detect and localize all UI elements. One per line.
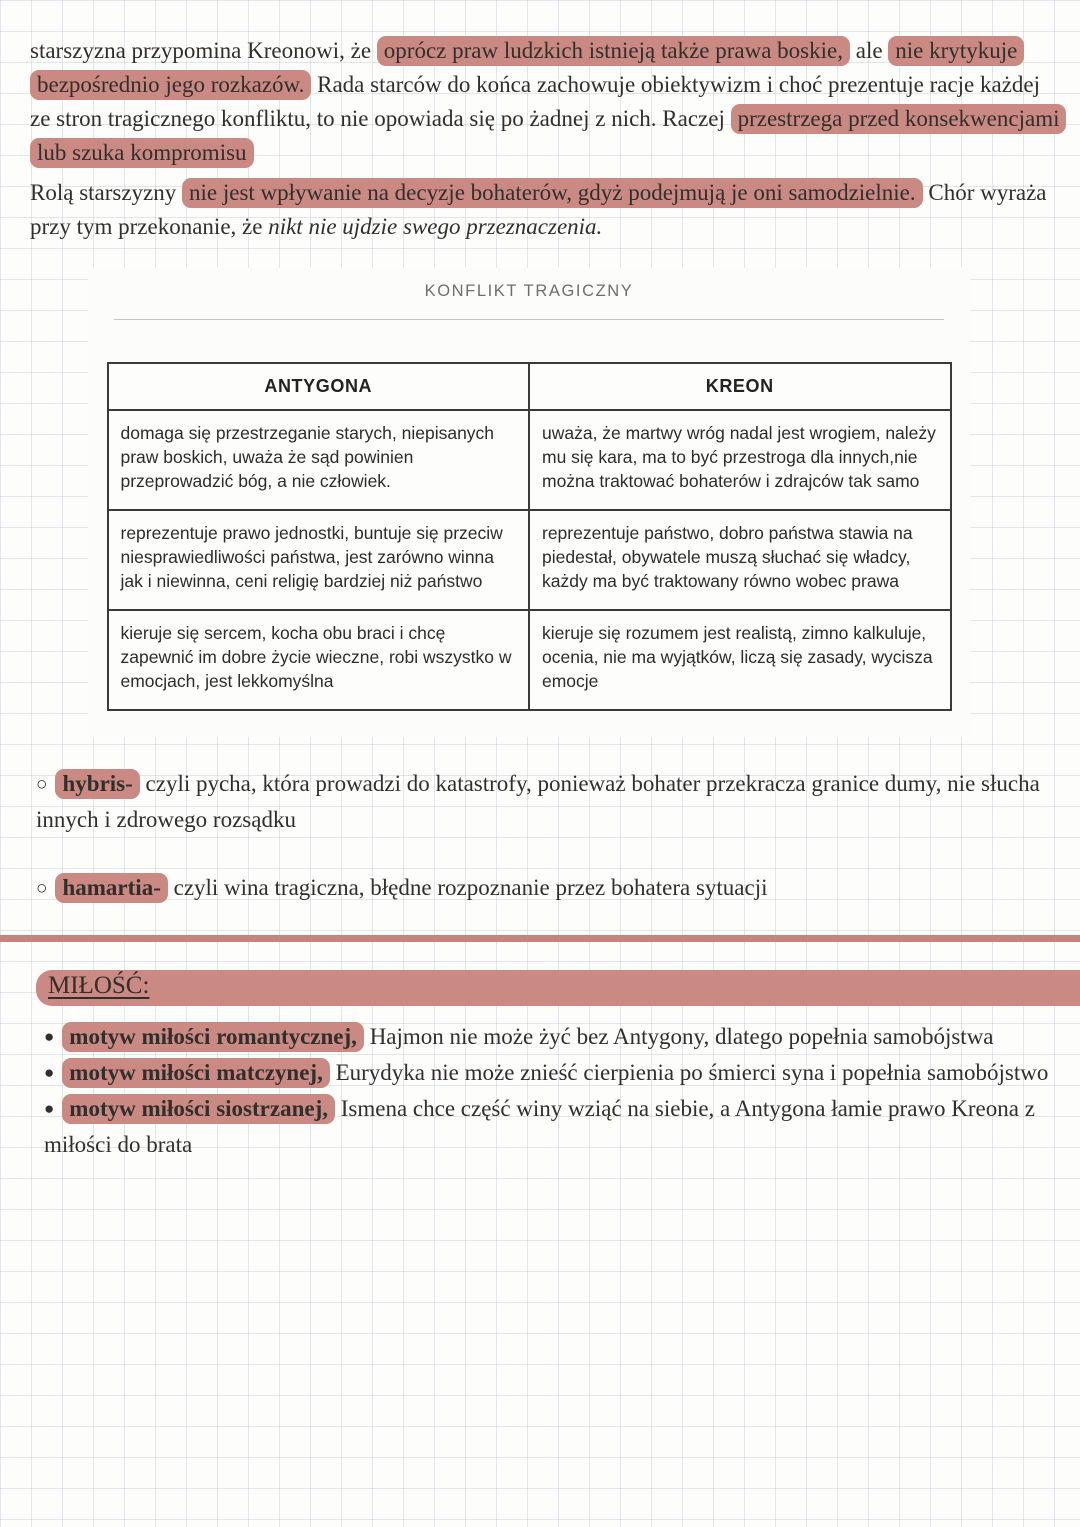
list-item-hamartia <box>36 871 1056 907</box>
plain-text: starszyzna przypomina Kreonowi, że <box>30 38 377 63</box>
love-motifs-list <box>0 1020 1080 1162</box>
open-circle-bullet-icon: ○ <box>36 774 48 795</box>
list-item-romantic-love <box>44 1020 1054 1056</box>
plain-text: Rada starców do końca zachowuje obiektywizm i choć prezentuje racje każdej ze stron tragicznego konfliktu, to nie opowiada się po żadnej z nich. Raczej <box>30 72 1041 131</box>
paragraph-chorus-belief <box>30 176 1060 244</box>
italic-quote: nikt nie ujdzie swego przeznaczenia. <box>268 214 603 239</box>
highlighted-text: oprócz praw ludzkich istnieją także prawa boskie, <box>377 36 850 66</box>
highlighted-term: motyw miłości siostrzanej, <box>62 1094 335 1124</box>
paragraph-chorus-role <box>30 34 1060 170</box>
table-cell: uważa, że martwy wróg nadal jest wrogiem, należy mu się kara, ma to być przestroga dla innych,nie można traktować bohaterów i zdrajców tak samo <box>529 410 951 510</box>
list-item-hybris <box>36 767 1056 837</box>
list-item-sisterly-love <box>44 1092 1054 1162</box>
title-rule <box>114 319 944 320</box>
filled-circle-bullet-icon: ● <box>44 1063 55 1082</box>
motif-description: Ismena chce część winy wziąć na siebie, a Antygona łamie prawo Kreona z miłości do brata <box>44 1096 1035 1157</box>
highlighted-text: przestrzega przed konsekwencjami lub szuka kompromisu <box>30 104 1066 168</box>
highlighted-text: nie jest wpływanie na decyzje bohaterów, gdyż podejmują je oni samodzielnie. <box>182 178 923 208</box>
table-row <box>108 410 951 510</box>
conflict-panel <box>88 268 970 737</box>
filled-circle-bullet-icon: ● <box>44 1099 55 1118</box>
highlighted-text: nie krytykuje bezpośrednio jego rozkazów. <box>30 36 1024 100</box>
table-cell: kieruje się sercem, kocha obu braci i chcę zapewnić im dobre życie wieczne, robi wszystko w emocjach, jest lekkomyślna <box>108 610 530 710</box>
highlighted-term: motyw miłości romantycznej, <box>62 1022 364 1052</box>
term-definition: czyli wina tragiczna, błędne rozpoznanie przez bohatera sytuacji <box>167 875 768 900</box>
motif-description: Eurydyka nie może znieść cierpienia po śmierci syna i popełnia samobójstwo <box>329 1060 1049 1085</box>
table-header-kreon: KREON <box>529 363 951 410</box>
notes-text-block <box>0 0 1080 244</box>
conflict-table <box>107 362 952 711</box>
table-cell: reprezentuje prawo jednostki, buntuje się przeciw niesprawiedliwości państwa, jest zarówno winna jak i niewinna, ceni religię bardziej niż państwo <box>108 510 530 610</box>
highlighted-term: hamartia- <box>55 873 167 903</box>
table-title: KONFLIKT TRAGICZNY <box>424 282 634 300</box>
plain-text: Rolą starszyzny <box>30 180 183 205</box>
highlighted-term: motyw miłości matczynej, <box>62 1058 330 1088</box>
filled-circle-bullet-icon: ● <box>44 1027 55 1046</box>
table-cell: kieruje się rozumem jest realistą, zimno kalkuluje, ocenia, nie ma wyjątków, liczą się zasady, wycisza emocje <box>529 610 951 710</box>
table-cell: domaga się przestrzeganie starych, niepisanych praw boskich, uważa że sąd powinien przeprowadzić bóg, a nie człowiek. <box>108 410 530 510</box>
plain-text: ale <box>849 38 889 63</box>
table-row <box>108 610 951 710</box>
love-section-heading: MIŁOŚĆ: <box>48 972 150 999</box>
love-section-heading-bar <box>36 970 1080 1006</box>
section-divider <box>0 935 1080 942</box>
term-definition: czyli pycha, która prowadzi do katastrofy, ponieważ bohater przekracza granice dumy, nie słucha innych i zdrowego rozsądku <box>36 771 1040 832</box>
table-header-antygona: ANTYGONA <box>108 363 530 410</box>
table-cell: reprezentuje państwo, dobro państwa stawia na piedestał, obywatele muszą słuchać się władcy, każdy ma być traktowany równo wobec prawa <box>529 510 951 610</box>
motif-description: Hajmon nie może żyć bez Antygony, dlatego popełnia samobójstwa <box>363 1024 994 1049</box>
highlighted-term: hybris- <box>55 769 139 799</box>
plain-text: Chór wyraża przy tym przekonanie, że <box>30 180 1047 239</box>
tragedy-terms-list <box>0 767 1080 907</box>
table-row <box>108 510 951 610</box>
list-item-maternal-love <box>44 1056 1054 1092</box>
open-circle-bullet-icon: ○ <box>36 878 48 899</box>
table-header-row <box>108 363 951 410</box>
